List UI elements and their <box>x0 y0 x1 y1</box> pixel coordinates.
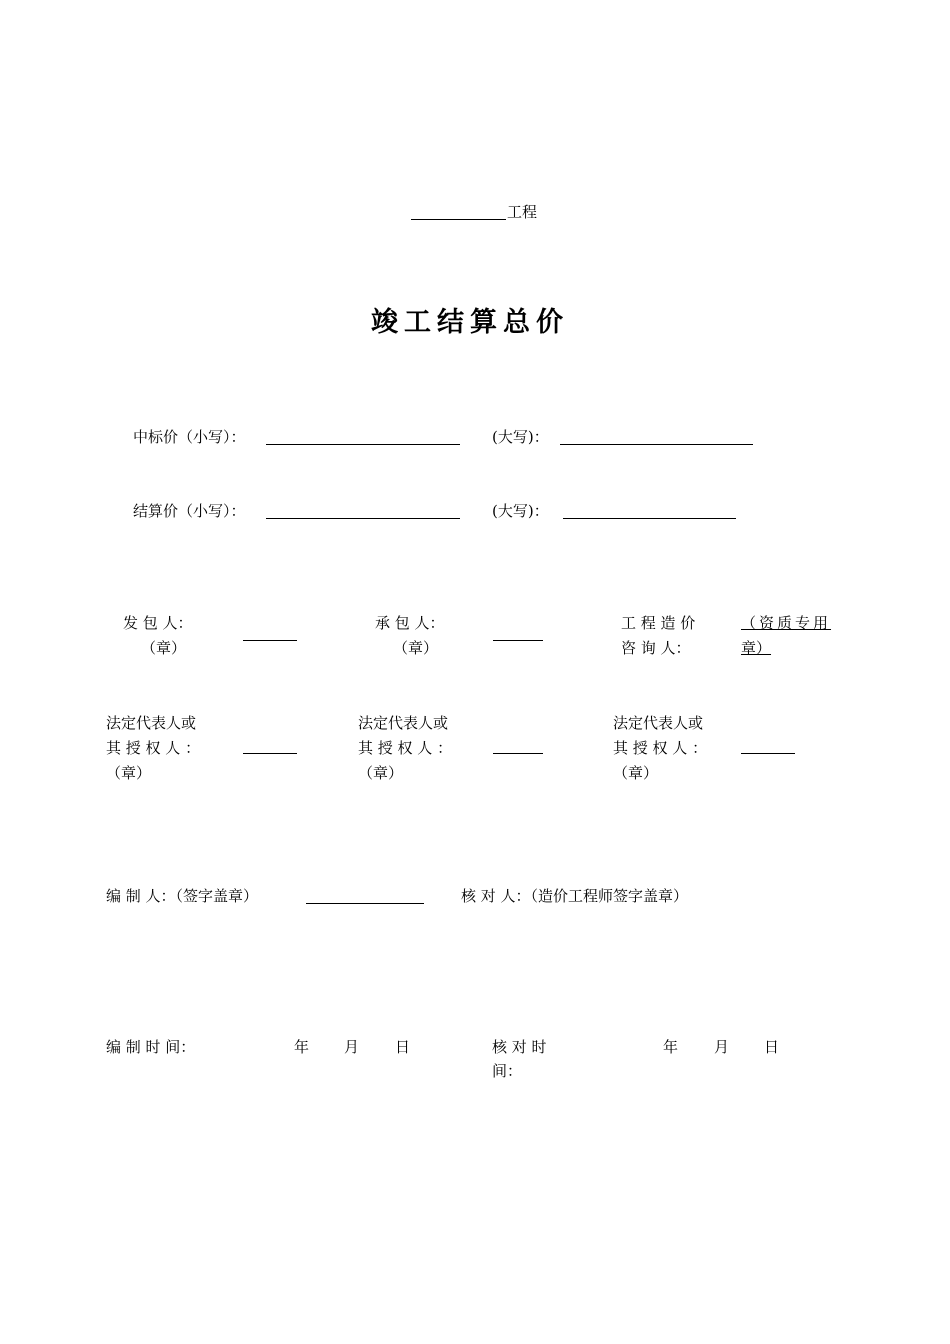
legal-rep-3-line2: 其 授 权 人 ： <box>613 739 708 757</box>
contractor-blank[interactable] <box>493 640 543 641</box>
bid-price-big-blank[interactable] <box>560 444 753 445</box>
legal-rep-2-blank[interactable] <box>493 753 543 754</box>
consultant-label-line2: 咨 询 人： <box>621 639 691 657</box>
contractor-label: 承 包 人： <box>375 614 445 632</box>
project-suffix: 工程 <box>507 203 538 221</box>
check-time-month: 月 <box>714 1038 730 1056</box>
settlement-price-small-label: 结算价（小写）： <box>133 502 246 520</box>
consultant-seal-line1: （资质专用 <box>741 614 832 632</box>
settlement-price-small-blank[interactable] <box>266 518 460 519</box>
bid-price-small-blank[interactable] <box>266 444 460 445</box>
legal-rep-1-seal: （章） <box>106 764 152 782</box>
contractor-seal: （章） <box>393 639 439 657</box>
legal-rep-2-line1: 法定代表人或 <box>358 714 449 732</box>
compile-time-year: 年 <box>294 1038 310 1056</box>
page-title: 竣工结算总价 <box>371 307 569 338</box>
legal-rep-3-line1: 法定代表人或 <box>613 714 704 732</box>
bid-price-small-label: 中标价（小写）： <box>133 428 246 446</box>
consultant-seal-line2: 章） <box>741 639 772 657</box>
compile-time-label: 编 制 时 间： <box>106 1038 196 1056</box>
check-time-label-line2: 间： <box>492 1062 523 1080</box>
legal-rep-3-blank[interactable] <box>741 753 795 754</box>
legal-rep-2-seal: （章） <box>358 764 404 782</box>
bid-price-big-label: (大写)： <box>492 428 549 446</box>
employer-seal: （章） <box>141 639 187 657</box>
settlement-price-big-label: (大写)： <box>492 502 549 520</box>
legal-rep-2-line2: 其 授 权 人 ： <box>358 739 453 757</box>
check-time-label-line1: 核 对 时 <box>492 1038 547 1056</box>
legal-rep-1-blank[interactable] <box>243 753 297 754</box>
checker-label: 核 对 人：（造价工程师签字盖章） <box>461 887 689 905</box>
check-time-year: 年 <box>663 1038 679 1056</box>
legal-rep-1-line1: 法定代表人或 <box>106 714 197 732</box>
employer-blank[interactable] <box>243 640 297 641</box>
consultant-label-line1: 工 程 造 价 <box>621 614 696 632</box>
compiler-blank[interactable] <box>306 903 424 904</box>
compile-time-month: 月 <box>344 1038 360 1056</box>
legal-rep-3-seal: （章） <box>613 764 659 782</box>
legal-rep-1-line2: 其 授 权 人 ： <box>106 739 201 757</box>
compiler-label: 编 制 人：（签字盖章） <box>106 887 259 905</box>
settlement-price-big-blank[interactable] <box>563 518 736 519</box>
employer-label: 发 包 人： <box>123 614 193 632</box>
project-name-blank[interactable] <box>411 219 506 220</box>
compile-time-day: 日 <box>395 1038 411 1056</box>
check-time-day: 日 <box>764 1038 780 1056</box>
